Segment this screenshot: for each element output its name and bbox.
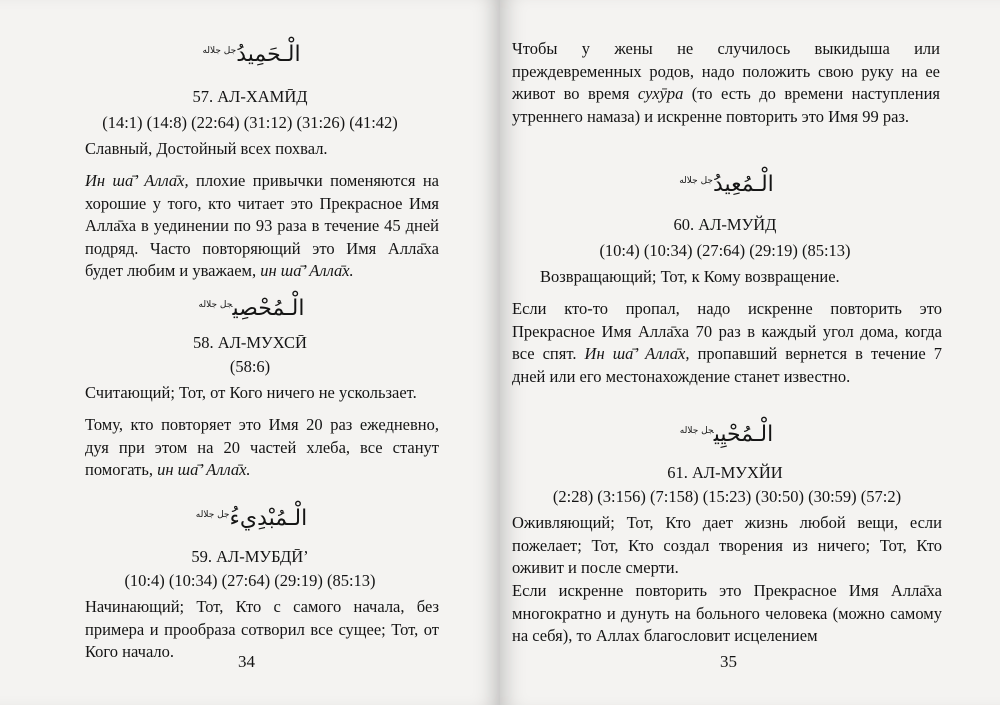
- entry-heading-58: 58. АЛ-МУХСӢ: [193, 333, 307, 352]
- paragraph-60: [512, 298, 942, 388]
- page-number-left: 34: [238, 652, 255, 671]
- quran-refs-61: (2:28) (3:156) (7:158) (15:23) (30:50) (30:59) (57:2): [552, 487, 902, 506]
- italic-in-sha-allah: Ин ша̄’ Алла̄х,: [584, 344, 690, 363]
- quran-refs-58: (58:6): [229, 357, 271, 376]
- intro-paragraph: [512, 38, 940, 128]
- quran-refs-60: (10:4) (10:34) (27:64) (29:19) (85:13): [599, 241, 851, 260]
- meaning-58: Считающий; Тот, от Кого ничего не ускользает.: [85, 383, 417, 402]
- italic-in-sha-allah: Ин ша̄’ Алла̄х,: [85, 171, 189, 190]
- right-page: [500, 0, 1000, 705]
- meaning-59: Начинающий; Тот, Кто с самого начала, без примера и прообраза сотворил все сущее; Тот, от Кого начало.: [85, 597, 439, 661]
- meaning-61: Оживляющий; Тот, Кто дает жизнь любой вещи, если пожелает; Тот, Кто создал творения из ничего; Тот, Кто оживит и после смерти.: [512, 513, 942, 577]
- paragraph-58: [85, 414, 439, 482]
- intro-text-end: (то есть до времени наступления утреннего намаза) и искренне повторить это Имя 99 раз.: [512, 84, 940, 126]
- paragraph-text: плохие привычки поменяются на хорошие у того, кто читает это Прекрасное Имя Алла̄ха в уединении по 93 раза в течение 45 дней подряд. Часто повторяющий это Имя Алла̄ха будет любим и уважаем,: [85, 171, 440, 280]
- entry-heading-60: 60. АЛ-МУЙД: [673, 215, 777, 234]
- italic-in-sha-allah: ин ша̄’ Алла̄х.: [260, 261, 354, 280]
- arabic-name-58: الْـمُحْصِي$^{جل جلاله}$: [198, 296, 305, 321]
- paragraph-61: Если искренне повторить это Прекрасное Имя Алла̄ха многократно и дунуть на больного человека (можно самому на себя), то Аллах благословит исцелением: [512, 581, 942, 645]
- paragraph-text: Если кто-то пропал, надо искренне повторить это Прекрасное Имя Алла̄ха 70 раз в каждый угол дома, когда все спят.: [512, 299, 942, 363]
- paragraph-57: [85, 170, 439, 283]
- paragraph-text: Тому, кто повторяет это Имя 20 раз ежедневно, дуя при этом на 20 частей хлеба, все станут помогать,: [85, 415, 439, 479]
- arabic-name-60: الْـمُعِيدُ$^{جل جلاله}$: [679, 172, 774, 197]
- arabic-name-59: الْـمُبْدِيءُ$^{جل جلاله}$: [195, 506, 308, 531]
- quran-refs-57: (14:1) (14:8) (22:64) (31:12) (31:26) (41:42): [102, 113, 398, 132]
- entry-heading-59: 59. АЛ-МУБДӢ’: [191, 547, 309, 566]
- entry-heading-57: 57. АЛ-ХАМӢД: [192, 87, 308, 106]
- arabic-name-61: الْـمُحْيِي$^{جل جلاله}$: [679, 422, 774, 447]
- paragraph-text-end: пропавший вернется в течение 7 дней или его местонахождение станет известно.: [512, 344, 943, 386]
- meaning-57: Славный, Достойный всех похвал.: [85, 139, 328, 158]
- arabic-name-57: الْـحَمِيدُ$^{جل جلاله}$: [202, 42, 301, 67]
- intro-text: Чтобы у жены не случилось выкидыша или преждевременных родов, надо положить свою руку на ее живот во время: [512, 39, 940, 103]
- entry-heading-61: 61. АЛ-МУХЙИ: [667, 463, 783, 482]
- meaning-60: Возвращающий; Тот, к Кому возвращение.: [540, 267, 840, 286]
- italic-in-sha-allah: ин ша̄’ Алла̄х.: [157, 460, 251, 479]
- page-number-right: 35: [720, 652, 737, 671]
- italic-suhur: сухӯра: [637, 84, 684, 103]
- quran-refs-59: (10:4) (10:34) (27:64) (29:19) (85:13): [124, 571, 376, 590]
